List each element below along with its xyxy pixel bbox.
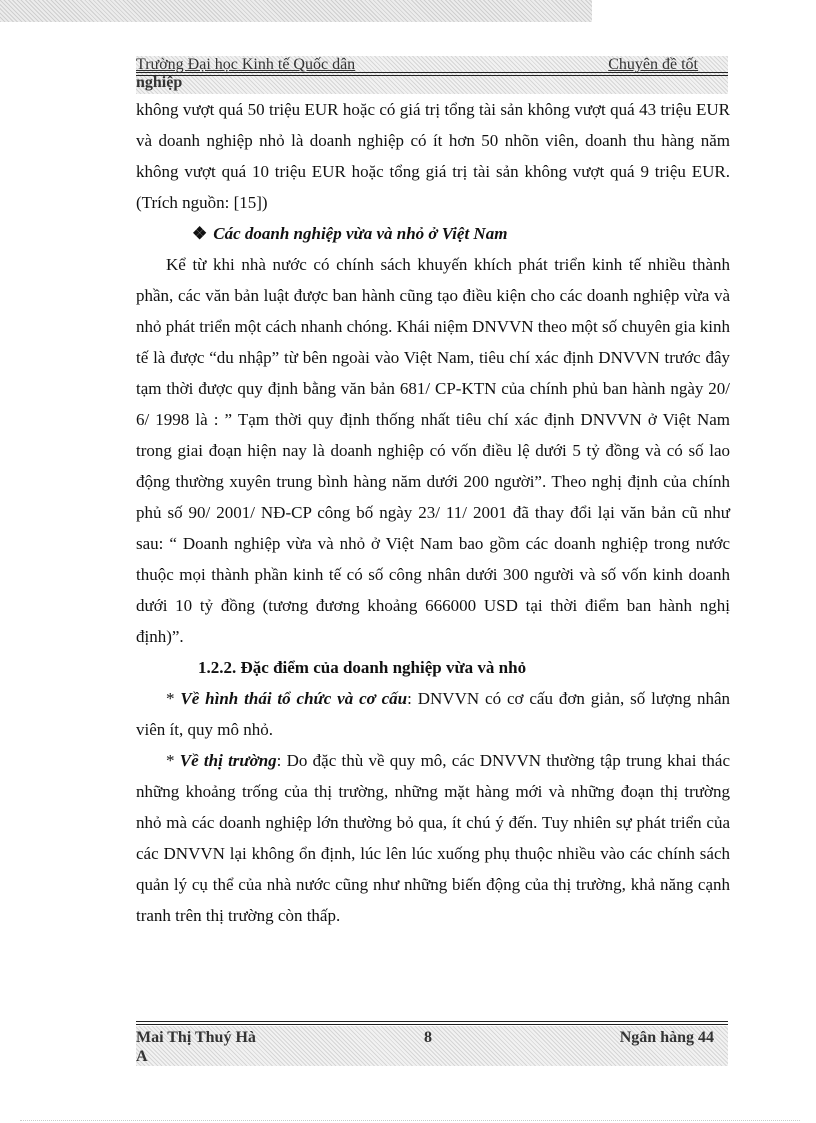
- subheading-vietnam-sme: [136, 218, 730, 249]
- footer-class: Ngân hàng 44: [619, 1029, 714, 1046]
- text-line: không vượt quá 9 triệu EUR. (Trích nguồn: [15]): [136, 162, 731, 212]
- header-thesis-type: Chuyên đề tốt: [608, 56, 698, 73]
- organization-text: : DNVVN có cơ cấu đơn giản, số lượng nhân viên ít, quy mô nhỏ.: [136, 689, 730, 739]
- section-heading-characteristics: 1.2.2. Đặc điểm của doanh nghiệp vừa và nhỏ: [198, 658, 527, 677]
- paragraph-organization-structure: [136, 683, 730, 745]
- label-market: Về thị trường: [179, 751, 277, 770]
- paragraph-vietnam-definition: Kể từ khi nhà nước có chính sách khuyến khích phát triển kinh tế nhiều thành phần, các văn bản luật được ban hành cũng tạo điều kiện cho các doanh nghiệp vừa và nhỏ phát triển một cách nhanh chóng. Khái niệm DNVVN theo một số chuyên gia kinh tế là được “du nhập” từ bên ngoài vào Việt Nam, tiêu chí xác định DNVVN trước đây tạm thời được quy định bằng văn bản 681/ CP-KTN của chính phủ ban hành ngày 20/ 6/ 1998 là : ” Tạm thời quy định thống nhất tiêu chí xác định DNVVN ở Việt Nam trong giai đoạn hiện nay là doanh nghiệp có vốn điều lệ dưới 5 tỷ đồng và có số lao động thường xuyên trung bình hàng năm dưới 200 người”. Theo nghị định của chính phủ số 90/ 2001/ NĐ-CP công bố ngày 23/ 11/ 2001 đã thay đổi lại văn bản cũ như sau: “ Doanh nghiệp vừa và nhỏ ở Việt Nam bao gồm các doanh nghiệp trong nước thuộc mọi thành phần kinh tế có số công nhân dưới 300 người và số vốn kinh doanh dưới 10 tỷ đồng (tương đương khoảng 666000 USD tại thời điểm ban hành nghị định)”.: [136, 255, 730, 646]
- header-university: Trường Đại học Kinh tế Quốc dân: [136, 56, 356, 73]
- document-body: [136, 94, 730, 931]
- bullet-marker: *: [166, 689, 181, 708]
- top-shaded-band: [0, 0, 592, 22]
- text-line: 43 triệu EUR và doanh nghiệp nhỏ là doanh nghiệp có ít hơn 50 nhõn viên,: [136, 100, 730, 150]
- diamond-bullet-icon: ❖: [192, 224, 208, 243]
- text-line: doanh thu hàng năm không vượt quá 10 triệu EUR hoặc tổng giá trị tài sản: [136, 131, 730, 181]
- paragraph-eu-criteria: [136, 94, 730, 218]
- header-rule: [136, 72, 728, 73]
- label-organization: Về hình thái tổ chức và cơ cấu: [180, 689, 408, 708]
- bullet-marker: *: [166, 751, 180, 770]
- market-text: : Do đặc thù về quy mô, các DNVVN thường tập trung khai thác những khoảng trống của thị trường, những mặt hàng mới và những đoạn thị trường nhỏ mà các doanh nghiệp lớn thường bỏ qua, ít chú ý đến. Tuy nhiên sự phát triển của các DNVVN lại không ổn định, lúc lên lúc xuống phụ thuộc nhiều vào các chính sách quản lý cụ thể của nhà nước cũng như những biến động của thị trường, khả năng cạnh tranh trên thị trường còn thấp.: [136, 751, 731, 925]
- footer-continuation: A: [136, 1048, 148, 1065]
- footer-rule-double: [136, 1024, 728, 1025]
- footer-author: Mai Thị Thuý Hà: [136, 1029, 256, 1046]
- bottom-dotted-rule: [20, 1120, 800, 1121]
- header-rule-double: [136, 75, 728, 76]
- header-continuation: nghiệp: [136, 74, 183, 91]
- text-line: không vượt quá 50 triệu EUR hoặc có giá trị tổng tài sản không vượt quá: [136, 100, 640, 119]
- page-number: 8: [424, 1029, 432, 1046]
- paragraph-market: [136, 745, 730, 931]
- subheading-text: Các doanh nghiệp vừa và nhỏ ở Việt Nam: [213, 224, 508, 243]
- page-header: [136, 56, 728, 94]
- page-footer: [136, 1026, 728, 1066]
- footer-rule: [136, 1021, 728, 1022]
